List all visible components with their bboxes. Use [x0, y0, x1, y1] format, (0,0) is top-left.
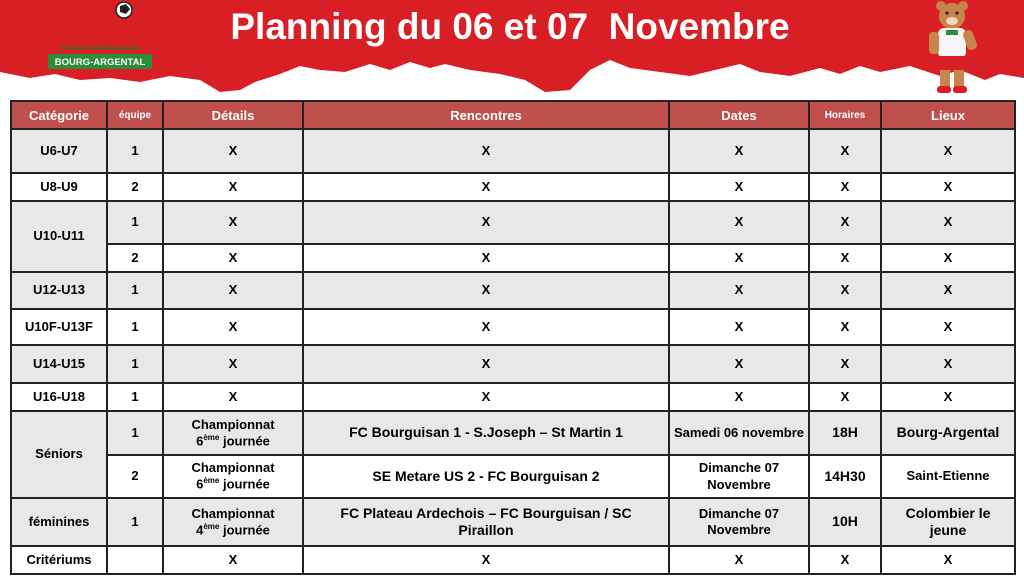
- table-row: [11, 244, 1015, 272]
- category-cell: U10-U11: [11, 201, 107, 272]
- team-cell: [107, 546, 163, 574]
- table-row: [11, 411, 1015, 455]
- date-cell: X: [669, 272, 809, 309]
- details-competition: Championnat: [191, 416, 275, 432]
- match-cell: X: [303, 383, 669, 411]
- planning-table: [10, 100, 1016, 575]
- table-row: [11, 309, 1015, 345]
- details-round-suffix: ème: [203, 521, 220, 531]
- team-cell: 1: [107, 383, 163, 411]
- date-cell: X: [669, 244, 809, 272]
- team-cell: 1: [107, 129, 163, 173]
- details-competition: Championnat: [191, 505, 275, 521]
- time-cell: 14H30: [809, 455, 881, 498]
- details-cell: [163, 455, 303, 498]
- column-header-dates: Dates: [669, 101, 809, 129]
- date-cell: X: [669, 309, 809, 345]
- venue-cell: X: [881, 201, 1015, 244]
- team-cell: 1: [107, 201, 163, 244]
- details-cell: X: [163, 345, 303, 383]
- match-cell: FC Bourguisan 1 - S.Joseph – St Martin 1: [303, 411, 669, 455]
- date-cell: Samedi 06 novembre: [669, 411, 809, 455]
- venue-cell: X: [881, 309, 1015, 345]
- table-row: [11, 455, 1015, 498]
- team-cell: 2: [107, 173, 163, 201]
- venue-cell: Bourg-Argental: [881, 411, 1015, 455]
- venue-cell: X: [881, 546, 1015, 574]
- date-cell: X: [669, 173, 809, 201]
- details-cell: X: [163, 244, 303, 272]
- details-round-number: 6: [196, 476, 204, 492]
- category-cell: U14-U15: [11, 345, 107, 383]
- venue-cell: X: [881, 244, 1015, 272]
- time-cell: X: [809, 244, 881, 272]
- table-row: [11, 129, 1015, 173]
- match-cell: X: [303, 201, 669, 244]
- details-round-number: 6: [196, 433, 204, 449]
- category-cell: féminines: [11, 498, 107, 546]
- date-cell: X: [669, 129, 809, 173]
- details-cell: X: [163, 173, 303, 201]
- time-cell: 18H: [809, 411, 881, 455]
- venue-cell: Colombier le jeune: [881, 498, 1015, 546]
- header-banner: [0, 0, 1024, 100]
- table-row: [11, 173, 1015, 201]
- category-cell: Critériums: [11, 546, 107, 574]
- time-cell: X: [809, 383, 881, 411]
- date-cell: Dimanche 07 Novembre: [669, 455, 809, 498]
- team-cell: 1: [107, 272, 163, 309]
- time-cell: X: [809, 129, 881, 173]
- column-header-details: Détails: [163, 101, 303, 129]
- club-logo: [46, 0, 154, 74]
- details-cell: X: [163, 309, 303, 345]
- match-cell: X: [303, 546, 669, 574]
- details-round-label: journée: [222, 476, 270, 492]
- time-cell: X: [809, 272, 881, 309]
- venue-cell: X: [881, 383, 1015, 411]
- details-cell: X: [163, 383, 303, 411]
- page-title: Planning du 06 et 07 Novembre: [230, 6, 790, 47]
- category-cell: U16-U18: [11, 383, 107, 411]
- details-cell: [163, 498, 303, 546]
- details-cell: X: [163, 546, 303, 574]
- details-cell: [163, 411, 303, 455]
- column-header-equipe: équipe: [107, 101, 163, 129]
- category-cell: U6-U7: [11, 129, 107, 173]
- match-cell: X: [303, 244, 669, 272]
- match-cell: X: [303, 272, 669, 309]
- match-cell: SE Metare US 2 - FC Bourguisan 2: [303, 455, 669, 498]
- table-row: [11, 383, 1015, 411]
- details-round-label: journée: [222, 433, 270, 449]
- team-cell: 1: [107, 309, 163, 345]
- category-cell: U10F-U13F: [11, 309, 107, 345]
- category-cell: U12-U13: [11, 272, 107, 309]
- team-cell: 1: [107, 498, 163, 546]
- venue-cell: Saint-Etienne: [881, 455, 1015, 498]
- venue-cell: X: [881, 173, 1015, 201]
- time-cell: X: [809, 546, 881, 574]
- team-cell: 1: [107, 345, 163, 383]
- team-cell: 1: [107, 411, 163, 455]
- details-round-suffix: ème: [203, 476, 220, 486]
- details-round-suffix: ème: [203, 432, 220, 442]
- time-cell: X: [809, 201, 881, 244]
- team-cell: 2: [107, 455, 163, 498]
- match-cell: X: [303, 309, 669, 345]
- category-cell: U8-U9: [11, 173, 107, 201]
- match-cell: FC Plateau Ardechois – FC Bourguisan / SC Piraillon: [303, 498, 669, 546]
- date-cell: X: [669, 201, 809, 244]
- column-header-categorie: Catégorie: [11, 101, 107, 129]
- venue-cell: X: [881, 272, 1015, 309]
- column-header-rencontres: Rencontres: [303, 101, 669, 129]
- details-round-label: journée: [222, 522, 270, 538]
- time-cell: X: [809, 309, 881, 345]
- date-cell: X: [669, 546, 809, 574]
- details-cell: X: [163, 272, 303, 309]
- table-row: [11, 272, 1015, 309]
- venue-cell: X: [881, 345, 1015, 383]
- match-cell: X: [303, 129, 669, 173]
- date-cell: Dimanche 07 Novembre: [669, 498, 809, 546]
- match-cell: X: [303, 173, 669, 201]
- table-row: [11, 345, 1015, 383]
- match-cell: X: [303, 345, 669, 383]
- details-cell: X: [163, 201, 303, 244]
- table-row: [11, 498, 1015, 546]
- category-cell: Séniors: [11, 411, 107, 498]
- details-cell: X: [163, 129, 303, 173]
- column-header-lieux: Lieux: [881, 101, 1015, 129]
- details-competition: Championnat: [191, 460, 275, 476]
- team-cell: 2: [107, 244, 163, 272]
- logo-town-name: BOURG-ARGENTAL: [54, 57, 146, 68]
- mascot-icon: [924, 0, 980, 96]
- table-header-row: [11, 101, 1015, 129]
- column-header-horaires: Horaires: [809, 101, 881, 129]
- venue-cell: X: [881, 129, 1015, 173]
- time-cell: X: [809, 173, 881, 201]
- details-round-number: 4: [196, 522, 204, 538]
- table-row: [11, 546, 1015, 574]
- logo-club-name: Football Club Bourguisan: [60, 45, 140, 52]
- date-cell: X: [669, 345, 809, 383]
- time-cell: 10H: [809, 498, 881, 546]
- time-cell: X: [809, 345, 881, 383]
- date-cell: X: [669, 383, 809, 411]
- table-row: [11, 201, 1015, 244]
